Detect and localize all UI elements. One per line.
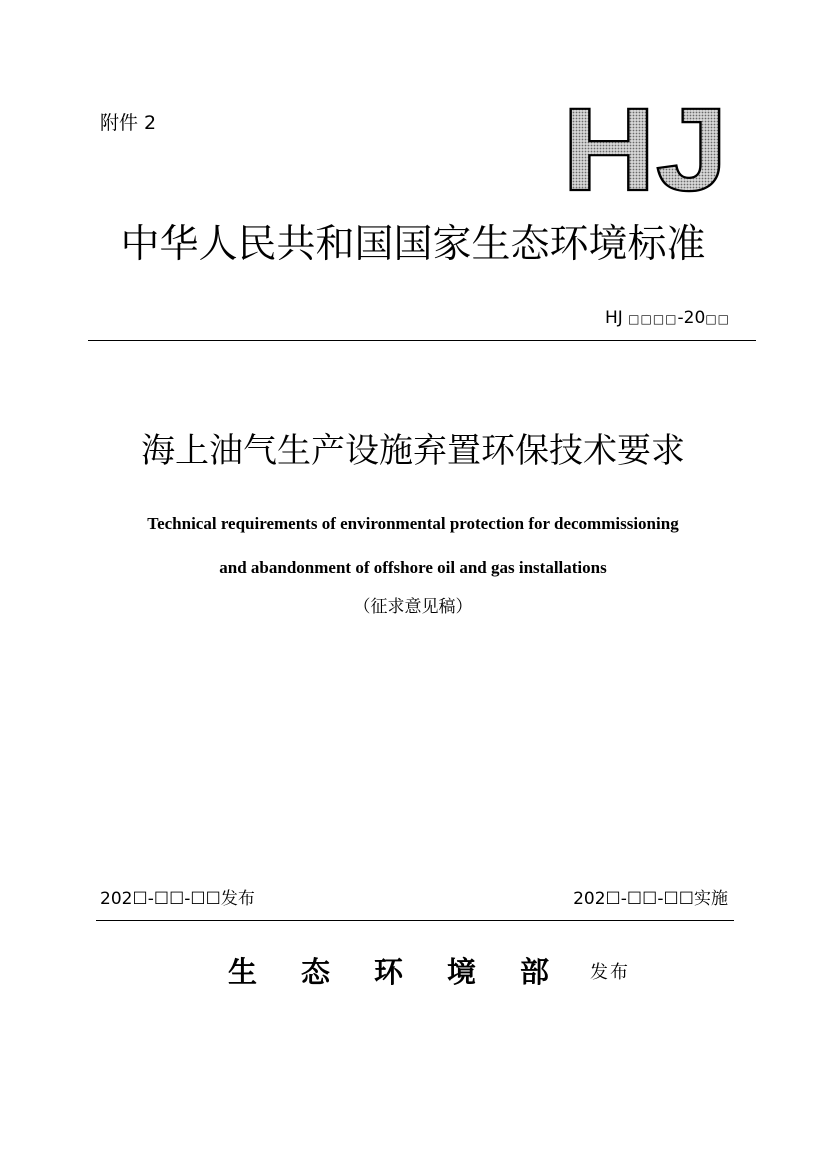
hj-logo-text: HJ bbox=[562, 102, 728, 194]
document-title-en-line2: and abandonment of offshore oil and gas installations bbox=[219, 558, 607, 577]
standard-number-boxes: □□□□ bbox=[628, 312, 678, 326]
issuer-suffix: 发布 bbox=[590, 962, 630, 983]
standard-category-title: 中华人民共和国国家生态环境标准 bbox=[120, 222, 706, 267]
draft-note: （征求意见稿） bbox=[353, 597, 473, 617]
implementation-date: 202☐-☐☐-☐☐实施 bbox=[573, 889, 728, 909]
hj-logo bbox=[560, 102, 730, 194]
standard-number bbox=[605, 308, 730, 328]
document-title-en-line1: Technical requirements of environmental protection for decommissioning bbox=[147, 514, 679, 533]
bottom-divider bbox=[96, 920, 734, 921]
attachment-label: 附件 2 bbox=[100, 112, 157, 134]
document-title-cn: 海上油气生产设施弃置环保技术要求 bbox=[141, 431, 685, 471]
issuer-name: 生态环境部 bbox=[228, 955, 594, 989]
top-divider bbox=[88, 340, 756, 341]
standard-number-year: -20 bbox=[677, 308, 706, 328]
standard-number-year-boxes: □□ bbox=[705, 312, 730, 326]
standard-number-prefix: HJ bbox=[604, 308, 623, 328]
issue-date: 202☐-☐☐-☐☐发布 bbox=[100, 889, 255, 909]
